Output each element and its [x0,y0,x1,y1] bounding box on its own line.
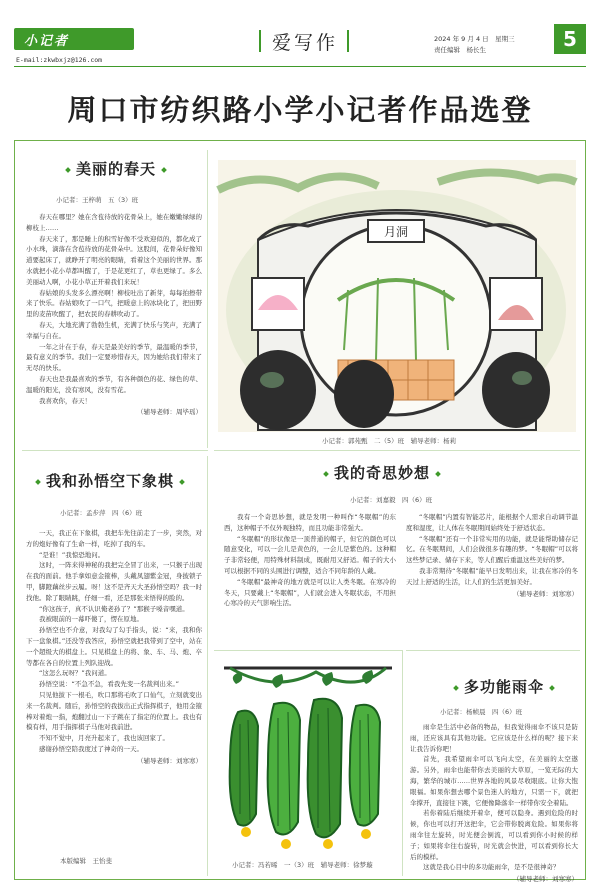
cucumber-1 [230,711,258,826]
page-title: 周口市纺织路小学小记者作品选登 [67,93,533,127]
article-body-dream-left [224,512,396,628]
section-divider-line [214,450,580,451]
teacher-credit: （辅导老师：刘寒寒） [513,589,578,598]
article-body-spring [26,212,202,434]
painting-cucumbers [216,654,400,854]
page-editor: 本版编辑 王怡斐 [60,857,112,865]
page-number: 5 [554,24,586,54]
paragraph: 一年之计在于春，春天是最美好的季节，最温暖的季节，最有意义的季节。我们一定要珍惜春天，因为她给我们带来了无尽的快乐。 [26,342,202,373]
cucumber-4 [350,705,380,826]
page-header [14,20,586,70]
paragraph: 若你着陆后继续开着伞，便可以隐身。遇到危险的时候，你也可以打开这把伞，它会带你脱离危险。如果你将雨伞往左旋转，时光便会倒流，可以看到你小时候的样子；如果将伞往右旋转，时光就会快进，可以看到你长大后的模样。 [410,809,578,861]
paragraph: 春天也是我最喜欢的季节，有各种颜色的花、绿色的草、温暖的阳光，没有寒风，没有雪花。 [26,374,202,394]
article-byline-umbrella: 小记者：杨帧晨 四（6）班 [440,708,523,716]
column-divider [207,456,208,876]
paragraph: 春天来了，那是睡上的积雪好像不受欢迎似的，都化成了小水珠，滴落在含苞待放的花骨朵中。这股间，花骨朵好像知道要起床了，就睁开了明亮的眼睛，看着这个美丽的世界。那水就把小花小草都叫醒了，于是花更红了，草也更绿了。多么美丽动人啊，小花小草正开着我们来玩！ [26,234,202,286]
section-divider [259,30,261,52]
article-body-wukong [26,528,202,844]
paragraph: 春天在哪里？她在含苞待放的花骨朵上，她在嫩嫩绿绿的柳枝上…… [26,213,202,232]
paragraph: 春天，大地充满了勃勃生机，充满了快乐与笑声，充满了幸福与自在。 [26,320,202,340]
section-name: 爱写作 [272,32,339,54]
paragraph: 这就是我心目中的多功能雨伞，是不是很神奇？ [423,863,560,872]
article-body-umbrella [410,722,578,884]
painting-caption-1: 小记者：郭苑甄 二（5）班 辅导老师：杨莉 [322,437,457,445]
paragraph: 我有一个奇思妙想，就是发明一种叫作“冬眠帽”的东西，这种帽子不仅外观独特，而且功能非常强大。 [224,513,396,532]
article-title-spring: 美丽的春天 [60,158,172,179]
article-title-dream: 我的奇思妙想 [318,462,446,483]
paragraph: 我喜欢你，春天！ [39,396,91,405]
paragraph: 首先，我希望雨伞可以飞向太空，在美丽的太空遨游。另外，雨伞也能带你去美丽的大草原，一览无际的大海，繁华的城市……世界各地的风景尽收眼底。让你大饱眼福。如果你想去哪个景色迷人的地方，只需一下，就把伞撑开，直接往下跳，它便像降落伞一样带你安全着陆。 [410,755,578,807]
section-divider-line [22,450,208,451]
section-divider [347,30,349,52]
paragraph: 不知不觉中，月亮升起来了，我也该回家了。 [39,734,169,743]
cucumber-2 [268,703,300,835]
paragraph: 雨伞是生活中必备的物品，但我觉得雨伞不该只是防雨，还应该具有其他功能。它应该是什么样的呢？接下来让我告诉你吧！ [410,723,578,753]
paragraph: “冬眠帽”的形状像是一顶普通的帽子，但它的颜色可以随意变化，可以一会儿是黄色的，一会儿是紫色的。这种帽子非常轻便，用特殊材料制成，既耐用又舒适。帽子的大小可以根据不同的头围进行调整，适合不同年龄的人戴。 [224,534,396,575]
issue-date: 2024 年 9 月 4 日 星期三 [434,35,515,43]
paragraph: 孙悟空也不介意，对我勾了勾手指头，说：“来，我和你下一盘象棋。”还没等我答应，孙悟空就把我带到了空中，站在一个超级大的棋盘上。只见棋盘上的将、象、车、马、炮、卒等都在各自的位置上列队迎战。 [26,626,202,667]
paragraph: 这时，一阵来得神秘的我把完全冒了出来，一只猴子出现在我的面前。他手拿如意金箍棒，头戴凤翅紫金冠，身披锁子甲，脚蹬藕丝步云履。呀！这不是齐天大圣孙悟空吗？我一时找他。除了眼睛跳，仔细一看，还是那张来悟得的脸的。 [26,561,202,602]
paragraph: “这怎么玩呀？”我问道。 [39,669,111,678]
article-title-wukong: 我和孙悟空下象棋 [30,470,190,491]
teacher-credit: （辅导老师：周毕瑶） [137,408,202,417]
paragraph: “冬眠帽”还有一个非常实用的功能，就是能帮助储存记忆。在冬眠期间，人们会做很多有趣的梦。“冬眠帽”可以将这些梦记录、储存下来，等人们醒后重温这些美好的梦。 [406,534,578,565]
article-title-umbrella: 多功能雨伞 [448,676,560,697]
column-logo [14,28,134,50]
paragraph: 我被眼前的一幕吓傻了，愣在原地。 [39,615,143,624]
logo-text: 小记者 [24,34,70,49]
issue-meta [434,34,515,56]
painting-caption-2: 小记者：冯若晞 一（3）班 辅导老师：徐梦璇 [232,861,373,869]
paragraph: 只见他拔下一根毛，吹口那将毛吹了口仙气，立刻就变出来一名裁判。随后，孙悟空的我拔出正式指挥棋子，他用金箍棒对着炮一指，炮翻过山一下子跳在了指定的位置上。我也有模有样，用手指挥棋子马他对我前进。 [26,690,202,732]
paragraph: 我非常期待“冬眠帽”能早日发明出来，让我在寒冷的冬天过上舒适的生活，让人们的生活更加美好。 [406,566,578,586]
article-byline-dream: 小记者：刘嘉毅 四（6）班 [350,496,433,504]
paragraph: 一天，我正在下象棋，我把车先往前走了一步，突然，对方的炮好像有了生命一样，吃掉了我的车。 [26,529,202,548]
paragraph: “是谁！”我惊恐地问。 [39,550,105,559]
column-divider [207,150,208,448]
paragraph: 春姑娘的头发多么漂亮啊！柳枝吐出了新芽，每每拍擦带来了快乐。春姑娘吹了一口气，把暖意上的冰块化了，把田野里的麦苗吹醒了，把农民的春耕吹动了。 [26,288,202,319]
article-byline-spring: 小记者：王梓萌 五（3）班 [56,196,139,204]
paragraph: 孙悟空说：“不急不急，看我先变一名裁判出来。” [39,680,179,689]
section-divider-line [214,650,402,651]
cucumber-3 [308,699,342,838]
issue-editor: 责任编辑 杨长生 [434,46,486,54]
section-divider-line [406,650,580,651]
paragraph: 感谢孙悟空陪我度过了神奇的一天。 [39,744,143,753]
teacher-credit: （辅导老师：刘寒寒） [137,756,202,765]
paragraph: “冬眠帽”最神奇的地方就是可以让人类冬眠。在寒冷的冬天，只要戴上“冬眠帽”，人们就会进入冬眠状态，不用担心寒冷的天气影响生活。 [224,577,396,608]
header-rule [14,66,586,67]
painting-door-sign: 月洞 [383,225,409,239]
contact-email: E-mail:zkwbxjz@126.com [16,56,103,64]
paragraph: “你这孩子，真不认识俺老孙了？”那猴子嗓音嘿道。 [39,604,189,613]
painting-moon-gate [218,160,576,432]
article-body-dream-right [406,512,578,642]
teacher-credit: （辅导老师：刘寒寒） [513,875,578,884]
column-divider [402,650,403,876]
paragraph: “冬眠帽”内置有智能芯片，能根据个人需求自动调节温度和湿度，让人体在冬眠期间始终处于舒适状态。 [406,513,578,532]
article-byline-wukong: 小记者：孟步萍 四（6）班 [60,509,143,517]
